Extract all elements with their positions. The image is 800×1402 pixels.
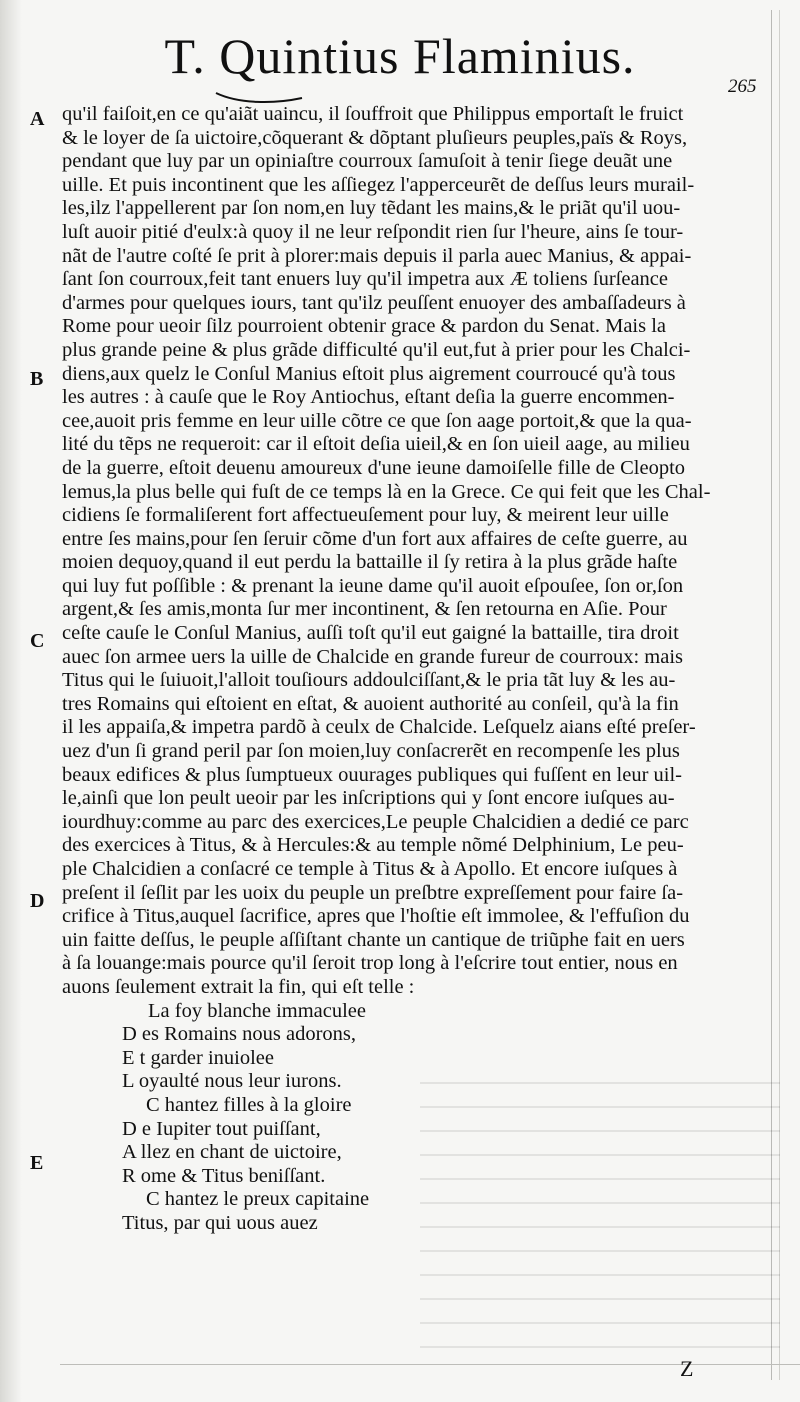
text-line: iourdhuy:comme au parc des exercices,Le peuple Chalcidien a dedié ce parc: [62, 810, 689, 833]
text-line: luſt auoir pitié d'eulx:à quoy il ne leur reſpondit rien ſur l'heure, ains ſe tour-: [62, 220, 684, 243]
text-line: plus grande peine & plus grãde difficulté qu'il eut,fut à prier pour les Chalci-: [62, 338, 691, 361]
text-line: moien dequoy,quand il eut perdu la battaille il ſy retira à la plus grãde haſte: [62, 551, 678, 574]
margin-letter-e: E: [30, 1152, 44, 1174]
margin-letter-c: C: [30, 630, 45, 652]
text-line: nãt de l'autre coſté ſe prit à plorer:mais depuis il parla auec Manius, & appai-: [62, 244, 692, 267]
text-line: pendant que luy par un opiniaſtre courroux ſamuſoit à tenir ſiege deuãt une: [62, 150, 673, 173]
verse-line: L oyaulté nous leur iurons.: [122, 1070, 342, 1093]
text-line: d'armes pour quelques iours, tant qu'ilz peuſſent enuoyer des ambaſſadeurs à: [62, 291, 686, 314]
signature-mark: Z: [680, 1356, 694, 1381]
page-number: 265: [728, 76, 757, 97]
verse-line: Titus, par qui uous auez: [122, 1211, 318, 1234]
verse-line: D e Iupiter tout puiſſant,: [122, 1117, 321, 1140]
text-line: il les appaiſa,& impetra pardõ à ceulx de Chalcide. Leſquelz aians eſté preſer-: [62, 716, 696, 739]
text-line: cee,auoit pris femme en leur uille cõtre ce que ſon aage portoit,& que la qua-: [62, 409, 692, 432]
text-line: ſant ſon courroux,feit tant enuers luy qu'il impetra aux Æ toliens ſurſeance: [62, 268, 668, 291]
text-line: qu'il faiſoit,en ce qu'aiãt uaincu, il ſouffroit que Philippus emportaſt le fruict: [62, 103, 684, 125]
text-line: uez d'un ſi grand peril par ſon moien,luy conſacrerẽt en recompenſe les plus: [62, 740, 680, 763]
verse-line: La foy blanche immaculee: [148, 999, 366, 1022]
verse-line: R ome & Titus beniſſant.: [122, 1164, 326, 1187]
margin-letter-d: D: [30, 890, 45, 912]
text-line: Rome pour ueoir ſilz pourroient obtenir grace & pardon du Senat. Mais la: [62, 315, 667, 338]
text-line: Titus qui le ſuiuoit,l'alloit touſiours addoulciſſant,& le pria tãt luy & les au-: [62, 669, 676, 692]
title-swash-ornament: [214, 90, 304, 104]
text-line: preſent il ſeſlit par les uoix du peuple un preſbtre expreſſement pour faire ſa-: [62, 881, 684, 904]
text-line: lemus,la plus belle qui fuſt de ce temps là en la Grece. Ce qui feit que les Chal-: [62, 480, 711, 503]
verse-line: C hantez le preux capitaine: [146, 1188, 370, 1211]
text-line: uille. Et puis incontinent que les aſſiegez l'apperceurẽt de deſſus leurs murail-: [62, 173, 695, 196]
margin-letter-a: A: [30, 108, 45, 130]
margin-letter-b: B: [30, 368, 44, 390]
text-line: cidiens ſe formaliſerent fort affectueuſement pour luy, & meirent leur uille: [62, 504, 669, 527]
text-line: qui luy fut poſſible : & prenant la ieune dame qu'il auoit eſpouſee, ſon or,ſon: [62, 574, 684, 597]
text-line: les,ilz l'appellerent par ſon nom,en luy tẽdant les mains,& le priãt qu'il uou-: [62, 197, 681, 220]
text-line: crifice à Titus,auquel ſacrifice, apres que l'hoſtie eſt immolee, & l'effuſion du: [62, 905, 690, 928]
text-line: tres Romains qui eſtoient en eſtat, & auoient authorité au conſeil, qu'à la fin: [62, 692, 679, 715]
text-line: les autres : à cauſe que le Roy Antiochus, eſtant deſia la guerre encommen-: [62, 386, 675, 409]
body-text: [62, 103, 798, 1236]
text-line: & le loyer de ſa uictoire,cõquerant & dõptant pluſieurs peuples,païs & Roys,: [62, 126, 688, 149]
text-line: de la guerre, eſtoit deuenu amoureux d'une ieune damoiſelle fille de Cleopto: [62, 456, 686, 479]
verse-line: D es Romains nous adorons,: [122, 1023, 357, 1046]
text-line: lité du tẽps ne requeroit: car il eſtoit deſia uieil,& en ſon uieil aage, au milieu: [62, 433, 690, 456]
text-line: auons ſeulement extrait la fin, qui eſt telle :: [62, 975, 415, 998]
text-line: le,ainſi que lon peult ueoir par les inſcriptions qui y ſont encore iuſques au-: [62, 787, 675, 810]
page-edge: [0, 0, 22, 1402]
verse-line: C hantez filles à la gloire: [146, 1093, 352, 1116]
text-line: uin faitte deſſus, le peuple aſſiſtant chante un cantique de triũphe fait en uers: [62, 928, 685, 951]
text-line: entre ſes mains,pour ſen ſeruir cõme d'un fort aux affaires de ceſte guerre, au: [62, 527, 688, 550]
text-line: à ſa louange:mais pource qu'il ſeroit trop long à l'eſcrire tout entier, nous en: [62, 952, 678, 975]
running-title: T. Quintius Flaminius.: [164, 28, 636, 84]
text-line: ceſte cauſe le Conſul Manius, auſſi toſt qu'il eut gaigné la battaille, tira droit: [62, 622, 679, 645]
text-line: des exercices à Titus, & à Hercules:& au temple nõmé Delphinium, Le peu-: [62, 834, 684, 857]
text-line: ple Chalcidien a conſacré ce temple à Titus & à Apollo. Et encore iuſques à: [62, 858, 678, 880]
verse-line: A llez en chant de uictoire,: [122, 1141, 342, 1164]
text-line: beaux edifices & plus ſumptueux ouurages publiques qui fuſſent en leur uil-: [62, 763, 682, 786]
text-line: auec ſon armee uers la uille de Chalcide en grande fureur de courroux: mais: [62, 645, 683, 668]
text-line: argent,& ſes amis,monta ſur mer incontinent, & ſen retourna en Aſie. Pour: [62, 598, 667, 621]
verse-line: E t garder inuiolee: [122, 1046, 274, 1069]
text-line: diens,aux quelz le Conſul Manius eſtoit plus aigrement courroucé qu'à tous: [62, 362, 676, 385]
